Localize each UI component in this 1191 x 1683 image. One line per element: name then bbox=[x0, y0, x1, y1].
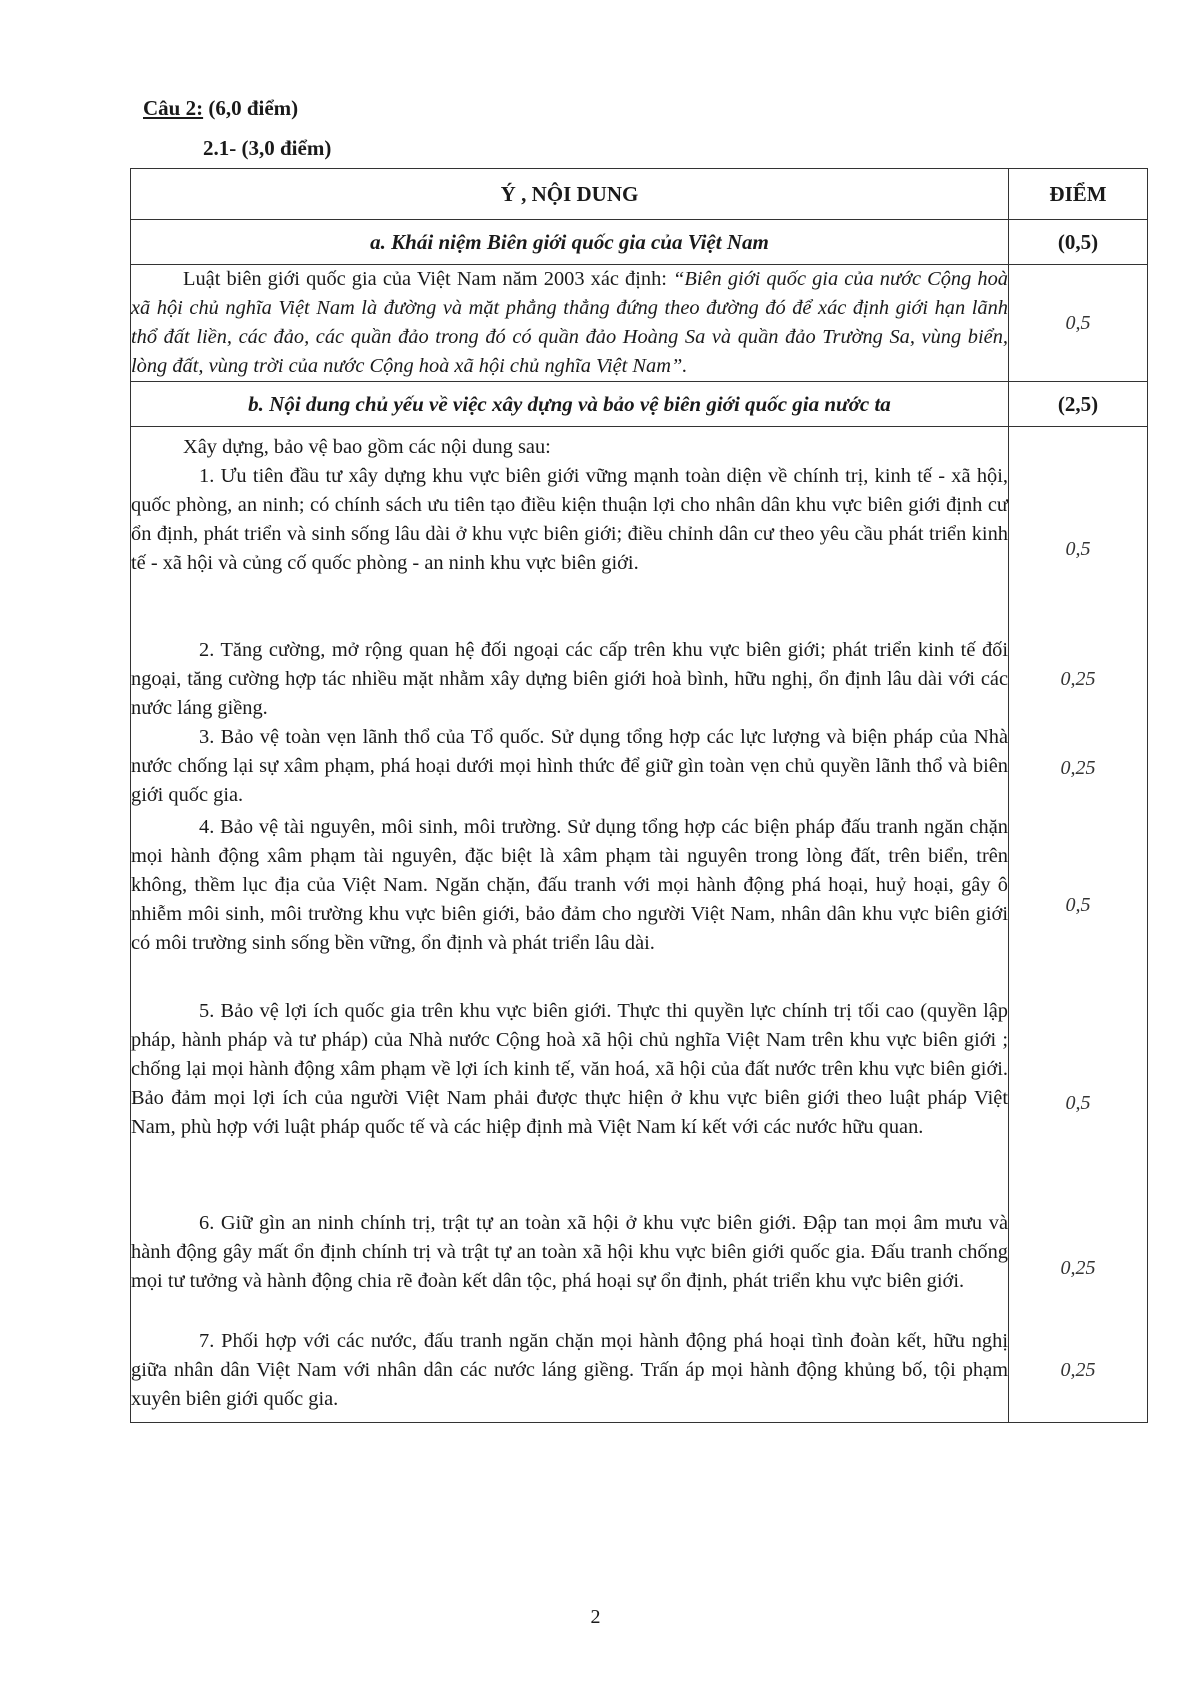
item-score: 0,5 bbox=[1065, 894, 1091, 916]
header-content: Ý , NỘI DUNG bbox=[131, 169, 1009, 220]
section-a-definition: “Biên giới quốc gia của nước Cộng hoà xã hội chủ nghĩa Việt Nam là đường và mặt phẳng thẳng đứng theo đường đó để xác định giới hạn lãnh thổ đất liền, các đảo, các quần đảo trong đó có quần đảo Hoàng Sa và quần đảo Trường Sa, vùng biển, lòng đất, vùng trời của nước Cộng hoà xã hội chủ nghĩa Việt Nam”. bbox=[131, 268, 1008, 377]
item-score: 0,25 bbox=[1060, 668, 1096, 690]
section-b-scores bbox=[1009, 427, 1148, 1423]
item-score: 0,25 bbox=[1060, 1257, 1096, 1279]
list-item: 2. Tăng cường, mở rộng quan hệ đối ngoại các cấp trên khu vực biên giới; phát triển kinh tế đối ngoại, tăng cường hợp tác nhiều mặt nhằm xây dựng biên giới hoà bình, hữu nghị, ổn định lâu dài với các nước láng giềng. bbox=[131, 639, 1008, 719]
section-b-title: b. Nội dung chủ yếu về việc xây dựng và bảo vệ biên giới quốc gia nước ta bbox=[131, 382, 1009, 427]
section-a-header-row bbox=[131, 220, 1148, 265]
list-item: 6. Giữ gìn an ninh chính trị, trật tự an toàn xã hội ở khu vực biên giới. Đập tan mọi âm mưu và hành động gây mất ổn định chính trị và trật tự an toàn xã hội khu vực biên giới quốc gia. Đấu tranh chống mọi tư tưởng và hành động chia rẽ đoàn kết dân tộc, phá hoại sự ổn định, phát triển khu vực biên giới. bbox=[131, 1212, 1008, 1292]
section-b-score: (2,5) bbox=[1009, 382, 1148, 427]
list-item: 3. Bảo vệ toàn vẹn lãnh thổ của Tổ quốc. Sử dụng tổng hợp các lực lượng và biện pháp của Nhà nước chống lại sự xâm phạm, phá hoại dưới mọi hình thức để giữ gìn toàn vẹn chủ quyền lãnh thổ và biên giới quốc gia. bbox=[131, 726, 1008, 806]
question-heading bbox=[143, 96, 298, 120]
section-b-items-row bbox=[131, 427, 1148, 1423]
section-b-header-row bbox=[131, 382, 1148, 427]
section-a-item-score: 0,5 bbox=[1009, 265, 1148, 382]
item-score: 0,5 bbox=[1065, 538, 1091, 560]
section-a-intro: Luật biên giới quốc gia của Việt Nam năm 2003 xác định: bbox=[183, 268, 674, 290]
list-item: 5. Bảo vệ lợi ích quốc gia trên khu vực biên giới. Thực thi quyền lực chính trị tối cao (quyền lập pháp, hành pháp và tư pháp) của Nhà nước Cộng hoà xã hội chủ nghĩa Việt Nam trên khu vực biên giới ; chống lại mọi hành động xâm phạm về lợi ích kinh tế, văn hoá, xã hội của đất nước trên khu vực biên giới. Bảo đảm mọi lợi ích của người Việt Nam phải được thực hiện ở khu vực biên giới theo luật pháp Việt Nam, phù hợp với luật pháp quốc tế và các hiệp định mà Việt Nam kí kết với các nước hữu quan. bbox=[131, 1000, 1008, 1138]
list-item: 4. Bảo vệ tài nguyên, môi sinh, môi trường. Sử dụng tổng hợp các biện pháp đấu tranh ngăn chặn mọi hành động xâm phạm tài nguyên, đặc biệt là xâm phạm tài nguyên trong lòng đất, trên biển, trên không, thềm lục địa của Việt Nam. Ngăn chặn, đấu tranh với mọi hành động phá hoại, huỷ hoại, gây ô nhiễm môi sinh, môi trường khu vực biên giới, bảo đảm cho người Việt Nam, nhân dân khu vực biên giới có môi trường sinh sống bền vững, ổn định và phát triển lâu dài. bbox=[131, 816, 1008, 954]
section-a-content-row bbox=[131, 265, 1148, 382]
section-a-content bbox=[131, 265, 1009, 382]
answer-table bbox=[130, 168, 1148, 1423]
item-score: 0,5 bbox=[1065, 1092, 1091, 1114]
section-b-content bbox=[131, 427, 1009, 1423]
section-b-intro: Xây dựng, bảo vệ bao gồm các nội dung sau: bbox=[183, 436, 551, 458]
question-label: Câu 2: bbox=[143, 96, 204, 120]
section-a-paragraph bbox=[131, 265, 1008, 381]
item-score: 0,25 bbox=[1060, 1359, 1096, 1381]
subsection-heading: 2.1- (3,0 điểm) bbox=[203, 136, 332, 160]
section-a-score: (0,5) bbox=[1009, 220, 1148, 265]
list-item: 7. Phối hợp với các nước, đấu tranh ngăn chặn mọi hành động phá hoại tình đoàn kết, hữu nghị giữa nhân dân Việt Nam với nhân dân các nước láng giềng. Trấn áp mọi hành động khủng bố, tội phạm xuyên biên giới quốc gia. bbox=[131, 1330, 1008, 1410]
item-score: 0,25 bbox=[1060, 757, 1096, 779]
header-score: ĐIỂM bbox=[1009, 169, 1148, 220]
page-number: 2 bbox=[590, 1606, 601, 1628]
section-a-title: a. Khái niệm Biên giới quốc gia của Việt Nam bbox=[131, 220, 1009, 265]
list-item: 1. Ưu tiên đầu tư xây dựng khu vực biên giới vững mạnh toàn diện về chính trị, kinh tế - xã hội, quốc phòng, an ninh; có chính sách ưu tiên tạo điều kiện thuận lợi cho nhân dân khu vực biên giới định cư ổn định, phát triển và sinh sống lâu dài ở khu vực biên giới; điều chỉnh dân cư theo yêu cầu phát triển kinh tế - xã hội và củng cố quốc phòng - an ninh khu vực biên giới. bbox=[131, 465, 1008, 574]
table-header-row bbox=[131, 169, 1148, 220]
question-points: (6,0 điểm) bbox=[208, 96, 299, 120]
